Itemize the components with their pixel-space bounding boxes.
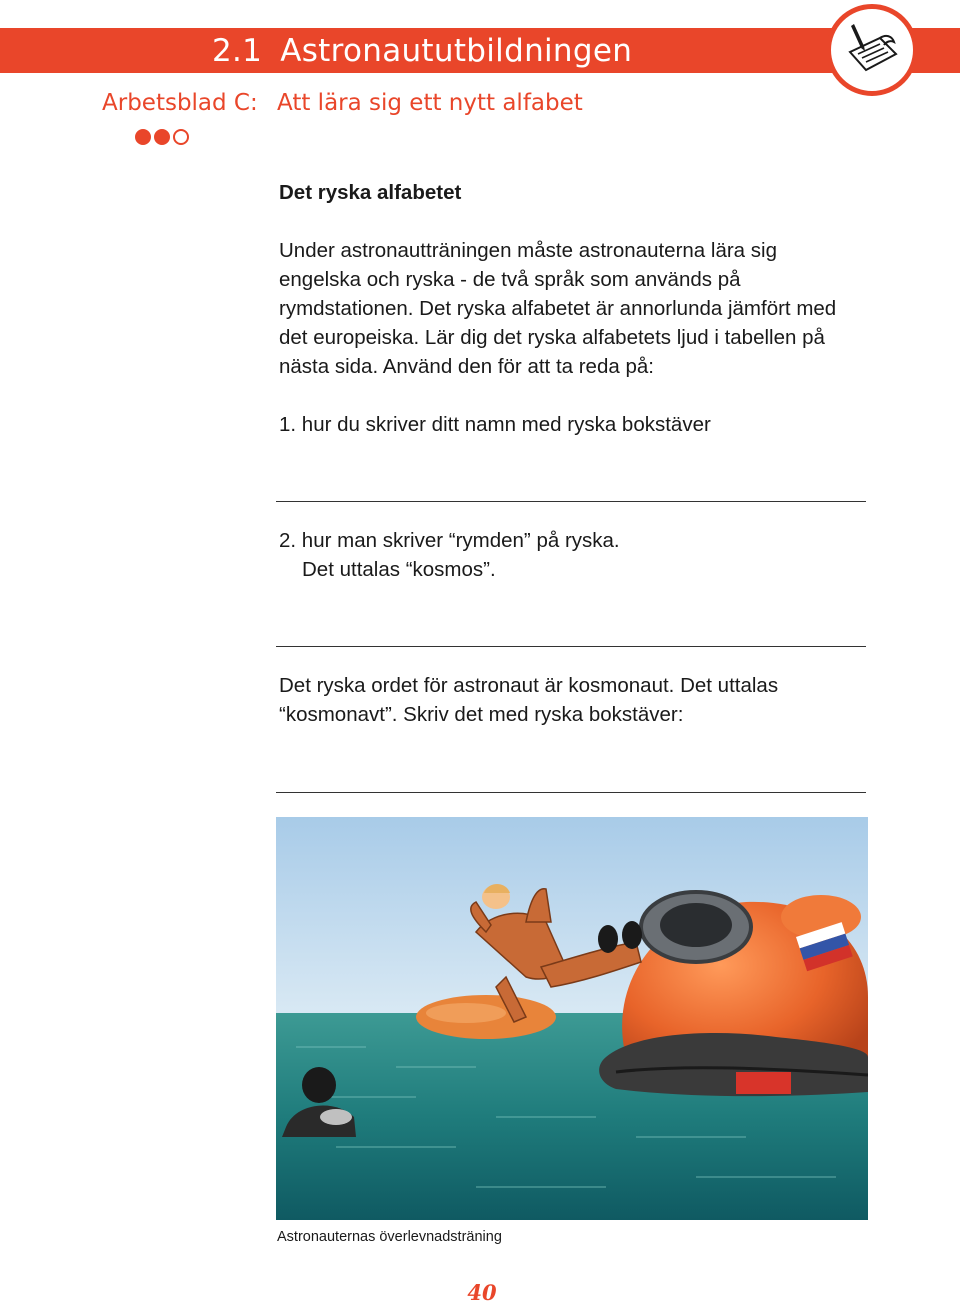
answer-line-3[interactable] [276,792,866,793]
answer-line-2[interactable] [276,646,866,647]
chapter-name: Astronaututbildningen [280,33,633,69]
question-2 [279,526,879,584]
worksheet-title: Att lära sig ett nytt alfabet [277,90,583,116]
answer-line-1[interactable] [276,501,866,502]
photo-caption: Astronauternas överlevnadsträning [277,1229,502,1245]
chapter-number: 2.1 [212,33,263,69]
survival-training-photo [276,817,868,1220]
difficulty-dot-filled [135,129,151,145]
worksheet-label: Arbetsblad C: [102,90,258,116]
question-2-text: 2. hur man skriver “rymden” på ryska. [279,529,620,552]
difficulty-dot-filled [154,129,170,145]
difficulty-indicator [135,129,189,145]
pen-and-paper-icon [826,4,918,96]
section-heading: Det ryska alfabetet [279,181,462,204]
question-2-pronunciation: Det uttalas “kosmos”. [302,558,496,581]
intro-paragraph: Under astronautträningen måste astronauterna lära sig engelska och ryska - de två språk som används på rymdstationen. Det ryska alfabetet är annorlunda jämfört med det europeiska. Lär dig det ryska alfabetets ljud i tabellen på nästa sida. Använd den för att ta reda på: [279,239,837,378]
difficulty-dot-empty [173,129,189,145]
question-1: 1. hur du skriver ditt namn med ryska bokstäver [279,413,711,436]
page-number: 40 [467,1280,497,1305]
chapter-title [212,28,632,73]
question-3: Det ryska ordet för astronaut är kosmonaut. Det uttalas “kosmonavt”. Skriv det med ryska bokstäver: [279,674,779,726]
